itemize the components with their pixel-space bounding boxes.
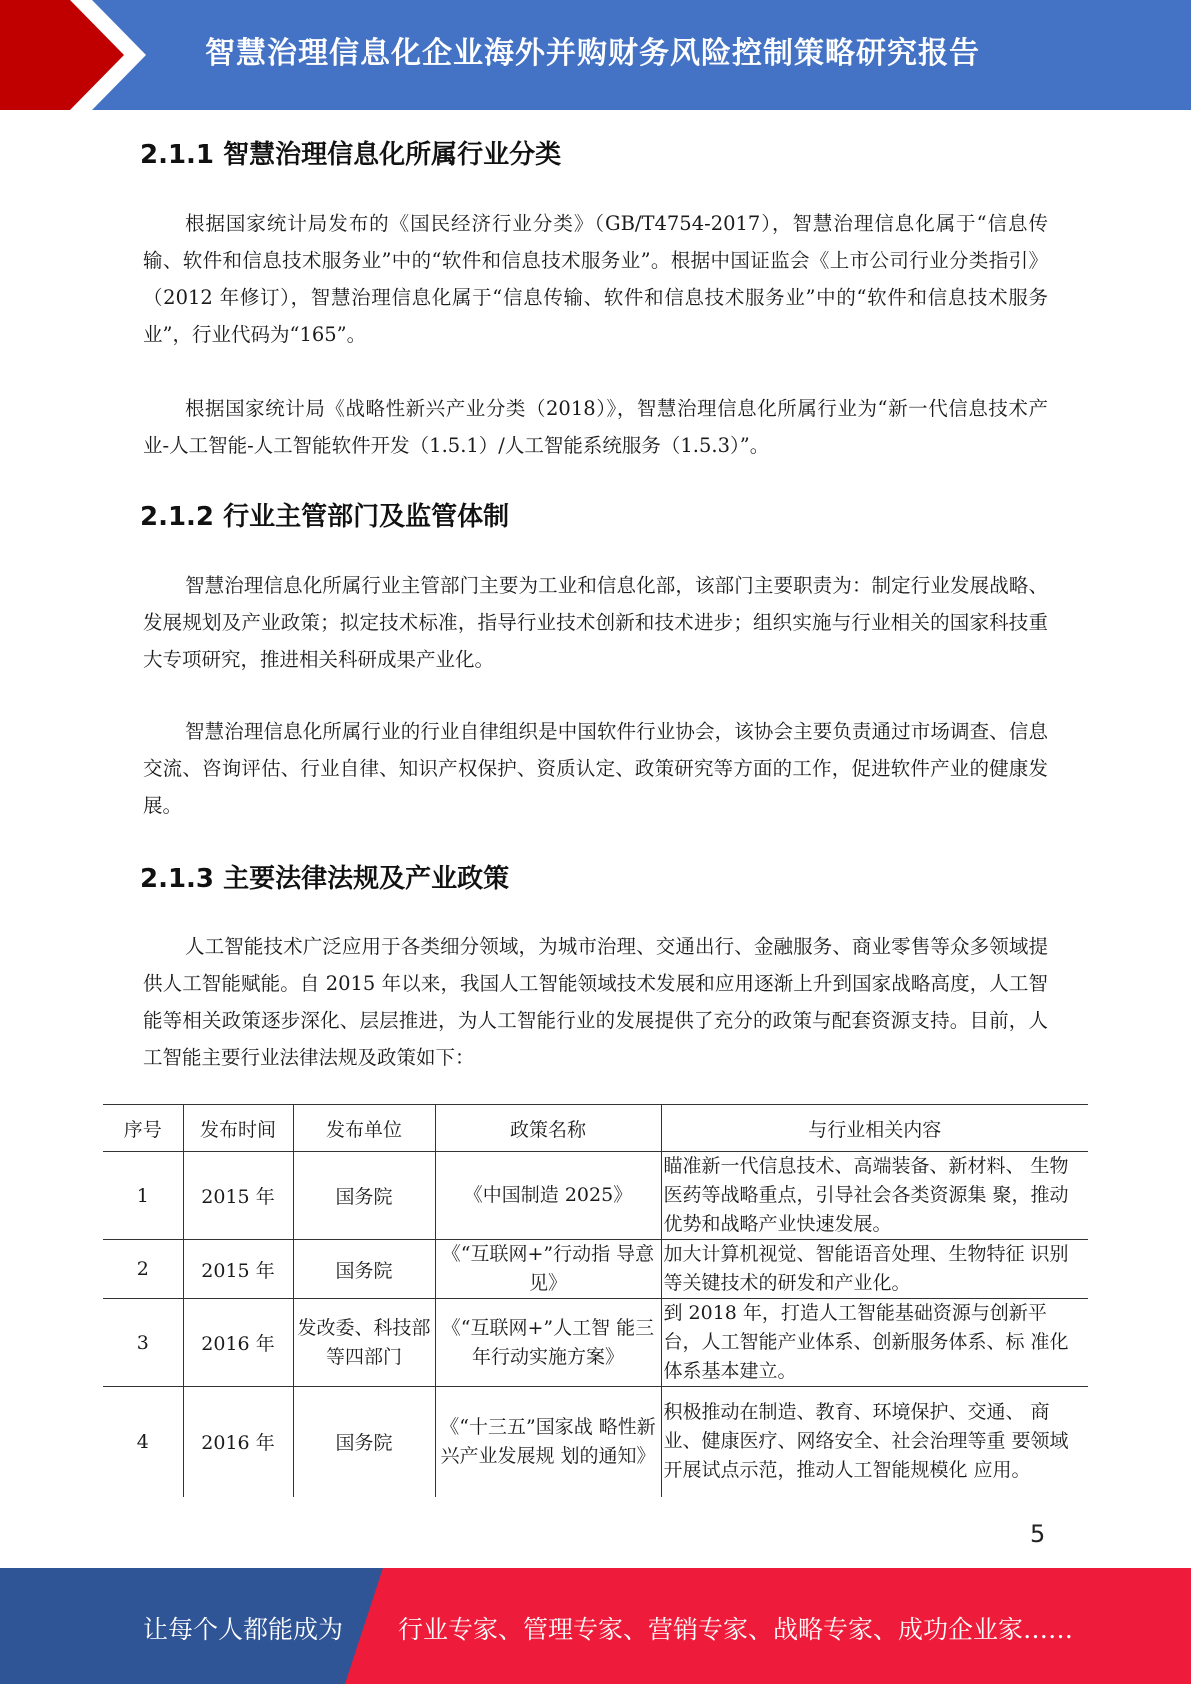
cell-no: 3 [103, 1299, 183, 1387]
footer-slogan-right: 行业专家、管理专家、营销专家、战略专家、成功企业家…… [398, 1615, 1074, 1644]
cell-content: 积极推动在制造、教育、环境保护、交通、 商业、健康医疗、网络安全、社会治理等重 要领域开展试点示范，推动人工智能规模化 应用。 [661, 1387, 1088, 1497]
header-arrow-decoration [0, 0, 150, 110]
paragraph: 根据国家统计局《战略性新兴产业分类（2018）》，智慧治理信息化所属行业为“新一代信息技术产业-人工智能-人工智能软件开发（1.5.1）/人工智能系统服务（1.5.3）”。 [143, 397, 1048, 457]
paragraph: 人工智能技术广泛应用于各类细分领域，为城市治理、交通出行、金融服务、商业零售等众多领域提供人工智能赋能。自 2015 年以来，我国人工智能领域技术发展和应用逐渐上升到国家战略高度，人工智能等相关政策逐步深化、层层推进，为人工智能行业的发展提供了充分的政策与配套资源支持。目前，人工智能主要行业法律法规及政策如下： [143, 935, 1048, 1069]
table-row [103, 1299, 1088, 1387]
paragraph: 智慧治理信息化所属行业主管部门主要为工业和信息化部，该部门主要职责为：制定行业发展战略、发展规划及产业政策；拟定技术标准，指导行业技术创新和技术进步；组织实施与行业相关的国家科技重大专项研究，推进相关科研成果产业化。 [143, 574, 1048, 671]
section-heading-2-1-1: 2.1.1 智慧治理信息化所属行业分类 [140, 140, 562, 170]
cell-policy: 《“十三五”国家战 略性新兴产业发展规 划的通知》 [435, 1387, 661, 1497]
section-heading-2-1-3: 2.1.3 主要法律法规及产业政策 [140, 864, 510, 894]
column-header: 发布时间 [183, 1105, 293, 1152]
policy-table [103, 1104, 1088, 1497]
cell-unit: 发改委、科技部等四部门 [293, 1299, 435, 1387]
cell-date: 2015 年 [183, 1152, 293, 1240]
column-header: 政策名称 [435, 1105, 661, 1152]
cell-content: 到 2018 年，打造人工智能基础资源与创新平 台，人工智能产业体系、创新服务体系、标 准化体系基本建立。 [661, 1299, 1088, 1387]
cell-date: 2016 年 [183, 1299, 293, 1387]
cell-unit: 国务院 [293, 1152, 435, 1240]
paragraph: 根据国家统计局发布的《国民经济行业分类》（GB/T4754-2017），智慧治理信息化属于“信息传输、软件和信息技术服务业”中的“软件和信息技术服务业”。根据中国证监会《上市公司行业分类指引》（2012 年修订），智慧治理信息化属于“信息传输、软件和信息技术服务业”中的“软件和信息技术服务业”，行业代码为“165”。 [143, 212, 1048, 346]
table-row [103, 1387, 1088, 1497]
paragraph: 智慧治理信息化所属行业的行业自律组织是中国软件行业协会，该协会主要负责通过市场调查、信息交流、咨询评估、行业自律、知识产权保护、资质认定、政策研究等方面的工作，促进软件产业的健康发展。 [143, 720, 1048, 817]
cell-no: 4 [103, 1387, 183, 1497]
column-header: 与行业相关内容 [661, 1105, 1088, 1152]
footer-banner [0, 1568, 1191, 1684]
table-row [103, 1240, 1088, 1299]
footer-slogan-left: 让每个人都能成为 [143, 1615, 344, 1644]
cell-unit: 国务院 [293, 1387, 435, 1497]
report-title: 智慧治理信息化企业海外并购财务风险控制策略研究报告 [205, 36, 980, 71]
cell-no: 2 [103, 1240, 183, 1299]
table-header-row [103, 1105, 1088, 1152]
cell-policy: 《“互联网+”人工智 能三年行动实施方案》 [435, 1299, 661, 1387]
section-heading-2-1-2: 2.1.2 行业主管部门及监管体制 [140, 502, 510, 532]
cell-date: 2015 年 [183, 1240, 293, 1299]
column-header: 发布单位 [293, 1105, 435, 1152]
column-header: 序号 [103, 1105, 183, 1152]
cell-policy: 《“互联网+”行动指 导意见》 [435, 1240, 661, 1299]
table-row [103, 1152, 1088, 1240]
page-number: 5 [1030, 1520, 1046, 1548]
cell-content: 瞄准新一代信息技术、高端装备、新材料、 生物医药等战略重点，引导社会各类资源集 聚，推动优势和战略产业快速发展。 [661, 1152, 1088, 1240]
cell-content: 加大计算机视觉、智能语音处理、生物特征 识别等关键技术的研发和产业化。 [661, 1240, 1088, 1299]
header-banner [0, 0, 1191, 110]
cell-policy: 《中国制造 2025》 [435, 1152, 661, 1240]
cell-date: 2016 年 [183, 1387, 293, 1497]
cell-no: 1 [103, 1152, 183, 1240]
cell-unit: 国务院 [293, 1240, 435, 1299]
